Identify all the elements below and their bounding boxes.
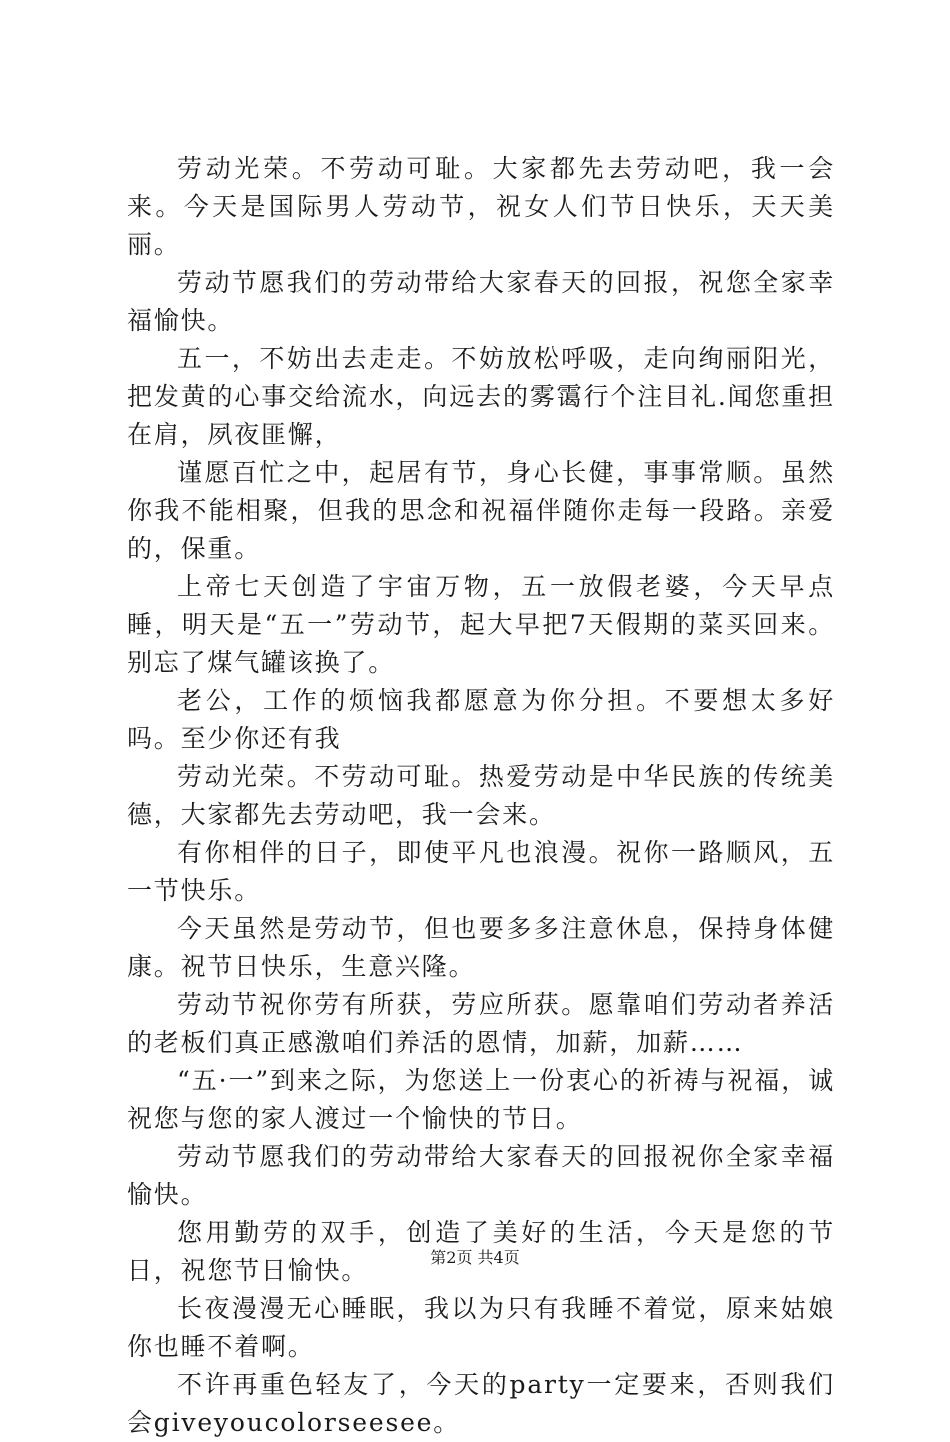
paragraph: 劳动节祝你劳有所获，劳应所获。愿靠咱们劳动者养活的老板们真正感激咱们养活的恩情，加薪，加薪…… bbox=[127, 990, 835, 1057]
paragraph: “五·一”到来之际，为您送上一份衷心的祈祷与祝福，诚祝您与您的家人渡过一个愉快的节日。 bbox=[127, 1066, 835, 1133]
paragraph: 有你相伴的日子，即使平凡也浪漫。祝你一路顺风，五一节快乐。 bbox=[127, 838, 835, 905]
paragraph: 您用勤劳的双手，创造了美好的生活，今天是您的节日，祝您节日愉快。 bbox=[127, 1218, 835, 1285]
paragraph: 上帝七天创造了宇宙万物，五一放假老婆，今天早点睡，明天是“五一”劳动节，起大早把7天假期的菜买回来。别忘了煤气罐该换了。 bbox=[127, 572, 835, 677]
paragraph: 长夜漫漫无心睡眠，我以为只有我睡不着觉，原来姑娘你也睡不着啊。 bbox=[127, 1294, 835, 1361]
paragraph: 老公，工作的烦恼我都愿意为你分担。不要想太多好吗。至少你还有我 bbox=[127, 686, 835, 753]
paragraph: 五一，不妨出去走走。不妨放松呼吸，走向绚丽阳光，把发黄的心事交给流水，向远去的雾霭行个注目礼.闻您重担在肩，夙夜匪懈， bbox=[127, 344, 835, 449]
paragraph: 今天虽然是劳动节，但也要多多注意休息，保持身体健康。祝节日快乐，生意兴隆。 bbox=[127, 914, 835, 981]
paragraph: 劳动光荣。不劳动可耻。大家都先去劳动吧，我一会来。今天是国际男人劳动节，祝女人们节日快乐，天天美丽。 bbox=[127, 154, 835, 259]
paragraph: 劳动光荣。不劳动可耻。热爱劳动是中华民族的传统美德，大家都先去劳动吧，我一会来。 bbox=[127, 762, 835, 829]
page-footer bbox=[0, 1245, 950, 1268]
page-number: 第2页 共4页 bbox=[430, 1248, 520, 1267]
paragraph: 谨愿百忙之中，起居有节，身心长健，事事常顺。虽然你我不能相聚，但我的思念和祝福伴随你走每一段路。亲爱的，保重。 bbox=[127, 458, 835, 563]
paragraph: 劳动节愿我们的劳动带给大家春天的回报祝你全家幸福愉快。 bbox=[127, 1142, 835, 1209]
paragraph: 劳动节愿我们的劳动带给大家春天的回报，祝您全家幸福愉快。 bbox=[127, 268, 835, 335]
paragraph: 不许再重色轻友了，今天的party一定要来，否则我们会giveyoucolorseesee。 bbox=[127, 1370, 835, 1437]
